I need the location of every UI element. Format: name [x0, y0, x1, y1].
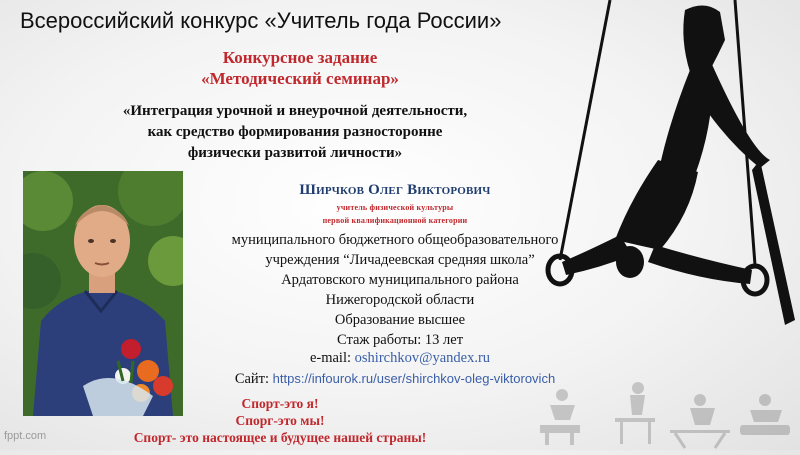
teacher-photo — [23, 171, 183, 416]
org-line-3: Ардатовского муниципального района — [281, 272, 519, 288]
site-link[interactable]: https://infourok.ru/user/shirchkov-oleg-viktorovich — [272, 371, 556, 386]
teacher-position-line-1: учитель физической культуры — [336, 203, 454, 212]
task-line-1: Конкурсное задание — [222, 48, 378, 67]
slogan-2: Спорг-это мы! — [235, 413, 325, 428]
org-line-1: муниципального бюджетного общеобразовательного — [231, 232, 559, 248]
org-line-2: учреждения “Личадеевская средняя школа” — [265, 252, 535, 268]
slide-title: Всероссийский конкурс «Учитель года России» — [20, 8, 502, 33]
task-line-2: «Методический семинар» — [201, 69, 399, 88]
gymnastics-events-icon — [520, 370, 800, 455]
experience-text: Стаж работы: 13 лет — [336, 332, 464, 348]
topic-line-1: «Интеграция урочной и внеурочной деятельности, — [122, 103, 468, 119]
site-label: Сайт: — [234, 371, 273, 387]
education-text: Образование высшее — [334, 312, 466, 328]
teacher-name: Ширчков Олег Викторович — [299, 182, 491, 198]
slogan-1: Спорт-это я! — [241, 396, 319, 411]
topic-line-3: физически развитой личности» — [187, 145, 403, 161]
slogan-3: Спорт- это настоящее и будущее нашей страны! — [133, 430, 427, 445]
topic-line-2: как средство формирования разносторонне — [147, 124, 443, 140]
email-label: e-mail: — [309, 350, 355, 366]
email-line — [190, 350, 610, 367]
teacher-position-line-2: первой квалификационной категории — [322, 216, 468, 225]
org-line-4: Нижегородской области — [325, 292, 475, 308]
gymnast-rings-silhouette-icon — [520, 0, 800, 335]
email-link[interactable]: oshirchkov@yandex.ru — [354, 350, 491, 366]
watermark: fppt.com — [4, 430, 47, 442]
